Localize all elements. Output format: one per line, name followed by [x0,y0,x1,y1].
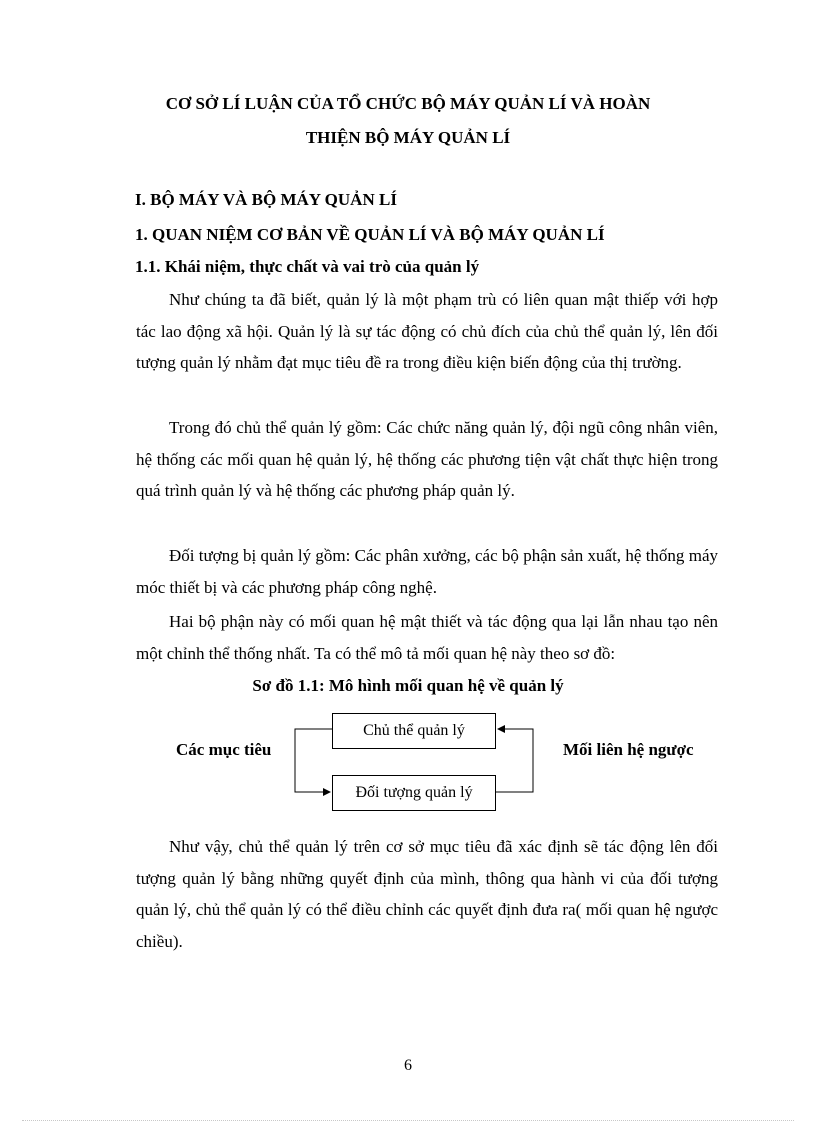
subject-box: Chủ thể quản lý [332,713,496,749]
title-line-1: CƠ SỞ LÍ LUẬN CỦA TỔ CHỨC BỘ MÁY QUẢN LÍ VÀ HOÀN [165,94,651,113]
left-connector-arrow [295,729,332,792]
title-line-2: THIỆN BỘ MÁY QUẢN LÍ [305,128,511,147]
right-connector-arrow [496,729,533,792]
subsection-heading: 1. QUAN NIỆM CƠ BẢN VỀ QUẢN LÍ VÀ BỘ MÁY QUẢN LÍ [135,225,605,244]
goals-label: Các mục tiêu [176,740,272,759]
section-heading: I. BỘ MÁY VÀ BỘ MÁY QUẢN LÍ [135,190,397,209]
paragraph-3: Đối tượng bị quản lý gồm: Các phân xưởng, các bộ phận sản xuất, hệ thống máy móc thiết bị và các phương pháp công nghệ. [136,546,718,597]
subsubsection-heading: 1.1. Khái niệm, thực chất và vai trò của quản lý [135,257,480,276]
page-divider [22,1120,794,1121]
paragraph-1: Như chúng ta đã biết, quản lý là một phạm trù có liên quan mật thiếp với hợp tác lao động xã hội. Quản lý là sự tác động có chủ đích của chủ thể quản lý, lên đối tượng quản lý nhằm đạt mục tiêu đề ra trong điều kiện biến động của thị trường. [136,290,718,373]
feedback-label: Mối liên hệ ngược [563,740,694,759]
paragraph-4: Hai bộ phận này có mối quan hệ mật thiết và tác động qua lại lẫn nhau tạo nên một chỉnh thể thống nhất. Ta có thể mô tả mối quan hệ này theo sơ đồ: [136,612,718,663]
page-number: 6 [404,1057,412,1074]
paragraph-2: Trong đó chủ thể quản lý gồm: Các chức năng quản lý, đội ngũ công nhân viên, hệ thống các mối quan hệ quản lý, hệ thống các phương tiện vật chất thực hiện trong quá trình quản lý và hệ thống các phương pháp quản lý. [136,418,718,501]
diagram-caption: Sơ đồ 1.1: Mô hình mối quan hệ về quản lý [252,676,564,695]
paragraph-5: Như vậy, chủ thể quản lý trên cơ sở mục tiêu đã xác định sẽ tác động lên đối tượng quản lý bằng những quyết định của mình, thông qua hành vi của đối tượng quản lý, chủ thể quản lý có thể điều chỉnh các quyết định đưa ra( mối quan hệ ngược chiều). [136,837,718,951]
object-box: Đối tượng quản lý [332,775,496,811]
